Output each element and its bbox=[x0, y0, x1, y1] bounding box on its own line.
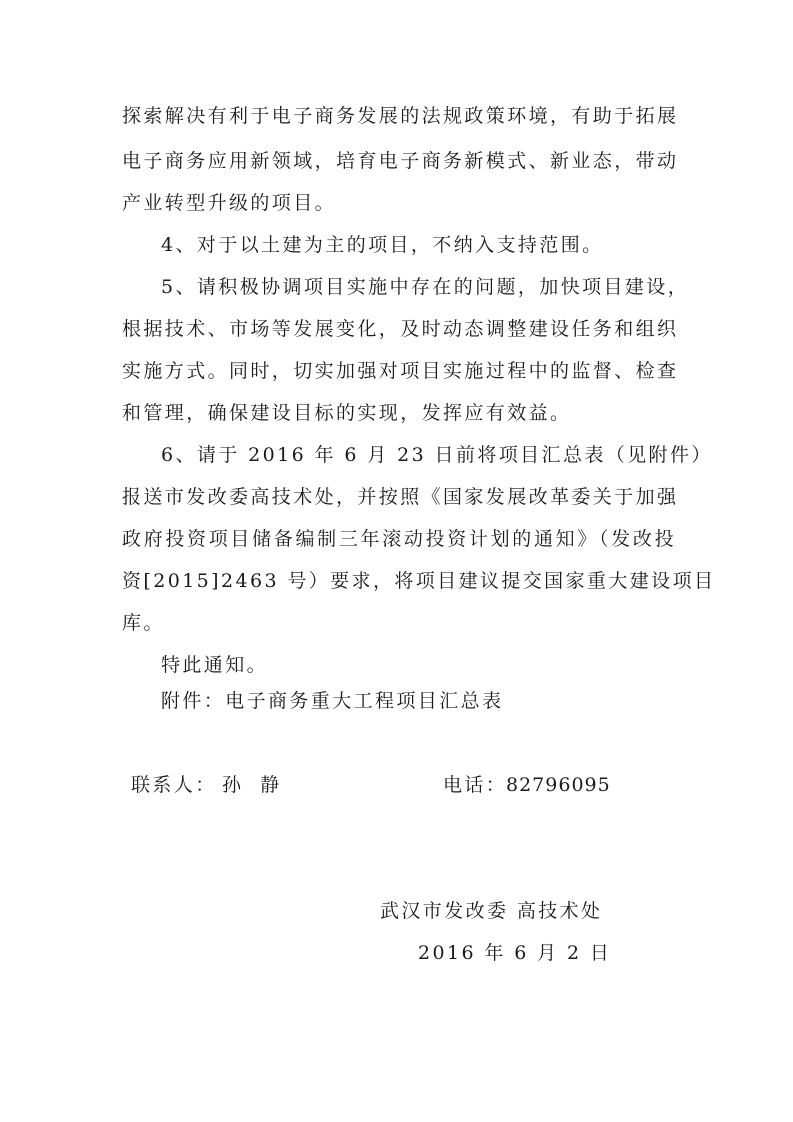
item-6-line: 库。 bbox=[122, 612, 165, 634]
item-6-line: 6、请于 2016 年 6 月 23 日前将项目汇总表（见附件） bbox=[161, 444, 713, 466]
item-4-line: 4、对于以土建为主的项目，不纳入支持范围。 bbox=[161, 234, 604, 256]
item-6-line: 资[2015]2463 号）要求，将项目建议提交国家重大建设项目 bbox=[122, 570, 716, 592]
paragraph-line: 产业转型升级的项目。 bbox=[122, 192, 337, 214]
item-5-line: 5、请积极协调项目实施中存在的问题，加快项目建设， bbox=[161, 276, 690, 298]
attachment-label: 附件：电子商务重大工程项目汇总表 bbox=[161, 690, 504, 712]
signature-date: 2016 年 6 月 2 日 bbox=[418, 942, 612, 964]
item-5-line: 根据技术、市场等发展变化，及时动态调整建设任务和组织 bbox=[122, 318, 679, 340]
item-6-line: 政府投资项目储备编制三年滚动投资计划的通知》（发改投 bbox=[122, 528, 676, 550]
paragraph-line: 探索解决有利于电子商务发展的法规政策环境，有助于拓展 bbox=[122, 105, 679, 127]
item-6-line: 报送市发改委高技术处，并按照《国家发展改革委关于加强 bbox=[122, 486, 679, 508]
item-5-line: 和管理，确保建设目标的实现，发挥应有效益。 bbox=[122, 402, 572, 424]
notice-text: 特此通知。 bbox=[161, 654, 269, 676]
paragraph-line: 电子商务应用新领域，培育电子商务新模式、新业态，带动 bbox=[122, 150, 679, 172]
contact-phone: 82796095 bbox=[506, 774, 611, 796]
contact-person-label: 联系人： bbox=[131, 774, 217, 796]
signature-org: 武汉市发改委 高技术处 bbox=[380, 900, 603, 922]
item-5-line: 实施方式。同时，切实加强对项目实施过程中的监督、检查 bbox=[122, 360, 679, 382]
contact-person-name: 孙 静 bbox=[222, 774, 282, 796]
contact-phone-label: 电话： bbox=[443, 774, 508, 796]
